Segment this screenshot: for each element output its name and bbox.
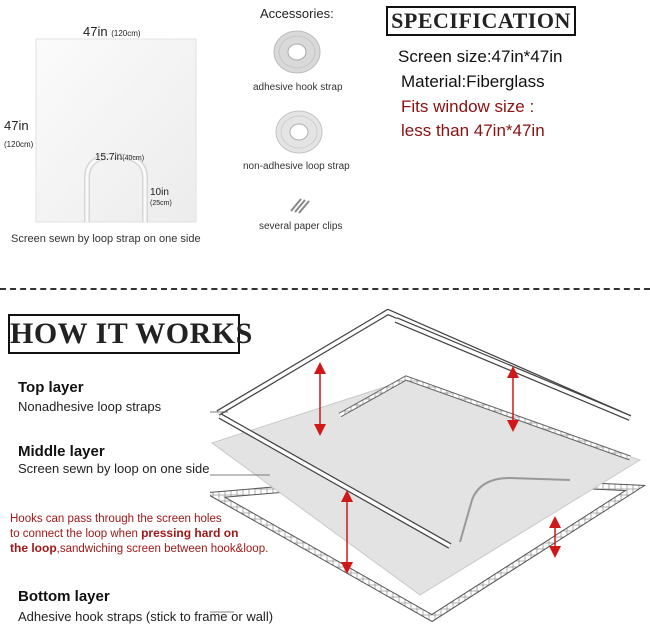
hook-note-line2: to connect the loop when: [10, 528, 142, 540]
width-dimension: [83, 24, 141, 39]
non-adhesive-loop-strap-label: non-adhesive loop strap: [243, 161, 350, 172]
width-label: 47in: [83, 24, 108, 39]
spec-fits-value: less than 47in*47in: [401, 121, 545, 140]
middle-layer-screen: [212, 380, 640, 595]
middle-layer-subtitle: Screen sewn by loop on one side: [18, 461, 210, 476]
loop-width-label-cm: (40cm): [122, 155, 145, 162]
loop-height-label-cm: (25cm): [150, 200, 172, 207]
loop-width-label: 15.7in: [95, 152, 123, 163]
loop-width-dimension: [95, 152, 144, 163]
bottom-layer-title: Bottom layer: [18, 588, 110, 605]
spec-material: Material:Fiberglass: [401, 72, 545, 91]
screen-panel-image: [35, 38, 197, 223]
loop-strap-roll-icon: [274, 108, 324, 156]
how-it-works-title-box: [8, 314, 253, 354]
accessories-title: Accessories:: [260, 6, 334, 21]
bottom-layer-subtitle: Adhesive hook straps (stick to frame or wall): [18, 609, 274, 624]
layers-diagram: [210, 300, 650, 634]
top-layer-subtitle: Nonadhesive loop straps: [18, 399, 162, 414]
width-label-cm: (120cm): [111, 29, 141, 38]
loop-height-label: 10in: [150, 187, 169, 198]
middle-layer-title: Middle layer: [18, 443, 105, 460]
specification-title: SPECIFICATION: [391, 8, 571, 33]
section-divider: [0, 288, 650, 290]
hook-note-emphasis-2: the loop: [10, 541, 57, 555]
paper-clips-icon: [287, 195, 313, 215]
spec-screen-size: Screen size:47in*47in: [398, 47, 563, 66]
hook-note-line1: Hooks can pass through the screen holes: [10, 513, 222, 525]
how-it-works-title: HOW IT WORKS: [10, 317, 253, 350]
hook-note-emphasis: pressing hard on: [141, 526, 239, 540]
height-label-cm: (120cm): [4, 140, 34, 149]
height-label: 47in: [4, 118, 29, 133]
paper-clips-label: several paper clips: [259, 221, 343, 232]
screen-caption: Screen sewn by loop strap on one side: [11, 233, 201, 245]
hook-note: [10, 512, 330, 556]
spec-fits-label: Fits window size :: [401, 97, 535, 116]
screen-panel: [35, 38, 197, 223]
adhesive-hook-strap-label: adhesive hook strap: [253, 82, 343, 93]
specification-title-box: [386, 6, 576, 36]
hook-note-line3: ,sandwiching screen between hook&loop.: [56, 543, 269, 555]
top-layer-title: Top layer: [18, 379, 84, 396]
hook-strap-roll-icon: [272, 28, 322, 76]
